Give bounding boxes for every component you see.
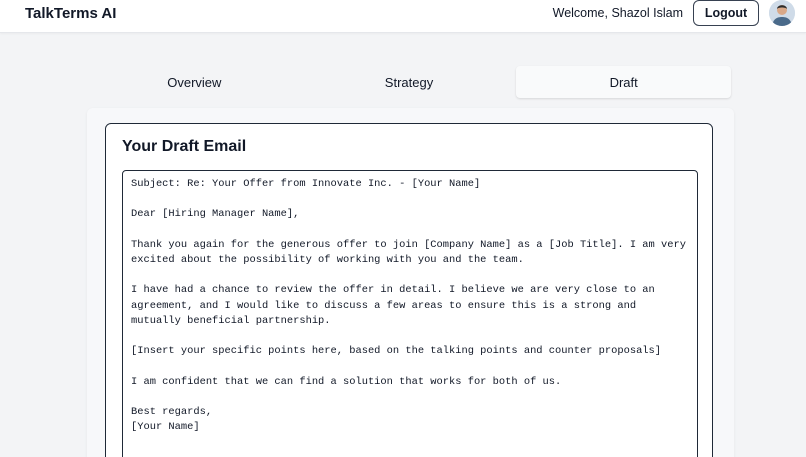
avatar[interactable] (769, 0, 795, 26)
draft-card (105, 123, 713, 457)
welcome-text: Welcome, Shazol Islam (552, 6, 683, 20)
tab-overview[interactable]: Overview (167, 74, 222, 90)
logout-button[interactable]: Logout (693, 0, 759, 26)
top-header (0, 0, 806, 33)
tab-bar (87, 66, 731, 98)
tab-draft[interactable]: Draft (516, 66, 731, 98)
app-brand: TalkTerms AI (25, 5, 117, 22)
tab-strategy[interactable]: Strategy (384, 74, 434, 90)
user-avatar-icon (769, 0, 795, 26)
draft-email-textarea[interactable] (122, 170, 698, 457)
draft-title: Your Draft Email (122, 138, 247, 155)
